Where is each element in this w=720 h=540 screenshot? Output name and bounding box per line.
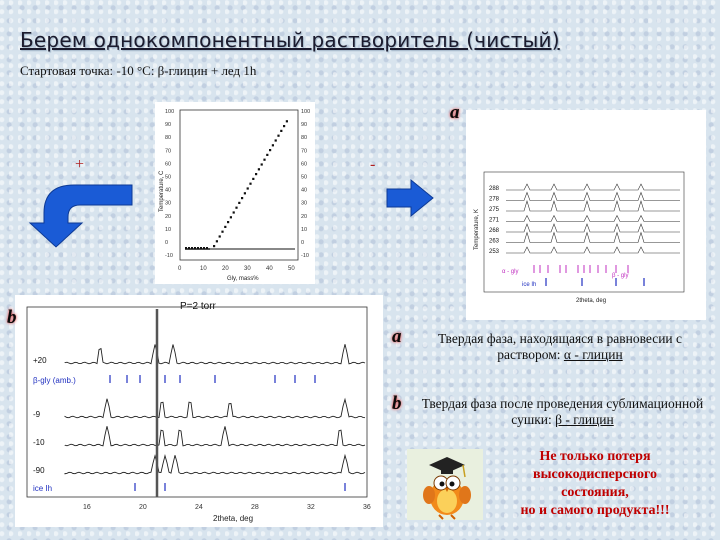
phase-point (241, 197, 243, 199)
phase-xlabel: Gly, mass% (227, 276, 259, 282)
phase-point (238, 202, 240, 204)
xrd-top-temp-label: 275 (489, 207, 500, 213)
xrd-bottom-pattern (65, 344, 365, 364)
phase-point (263, 159, 265, 161)
xrd-top-temp-label: 263 (489, 238, 500, 245)
phase-point (283, 125, 285, 127)
plus-sign: + (75, 156, 85, 173)
right-arrow-icon (385, 178, 435, 218)
phase-ytick-right: 60 (301, 161, 308, 168)
xrd-bottom-series-label: ice Ih (33, 484, 53, 493)
xrd-bottom-pattern (65, 426, 365, 446)
phase-point (235, 207, 237, 209)
phase-xtick: 40 (266, 266, 273, 272)
phase-ylabel: Temperature, C (159, 170, 165, 212)
phase-ytick-left: 80 (165, 135, 172, 142)
phase-ytick-right: 90 (301, 122, 308, 129)
phase-point (244, 192, 246, 194)
phase-ytick-left: 0 (165, 240, 169, 246)
desc-b (410, 396, 715, 428)
phase-ytick-left: -10 (165, 253, 173, 260)
xrd-top-pattern (506, 233, 680, 243)
xrd-top-temp-label: 278 (489, 196, 500, 203)
phase-point (247, 187, 249, 189)
xrd-bottom-series-label: β-gly (amb.) (33, 376, 76, 385)
xrd-top-chart (466, 110, 706, 320)
xrd-top-pattern (506, 216, 680, 222)
slide-subtitle: Стартовая точка: -10 °C: β-глицин + лед 1h (20, 63, 257, 78)
phase-point (252, 178, 254, 180)
label-a-desc: a (392, 326, 402, 347)
phase-ytick-left: 20 (165, 213, 172, 220)
xrd-bottom-pattern (65, 399, 365, 418)
phase-ytick-right: 50 (301, 174, 308, 181)
xrd-bottom-series-label: +20 (33, 356, 47, 365)
phase-diagram (155, 102, 315, 284)
phase-ytick-left: 90 (165, 122, 172, 129)
curved-arrow-icon (28, 183, 133, 248)
phase-point (280, 130, 282, 132)
xrd-bottom-series-label: -10 (33, 438, 45, 447)
xrd-top-temp-label: 268 (489, 228, 500, 234)
phase-point (233, 211, 235, 213)
phase-ytick-left: 10 (165, 226, 172, 233)
phase-point (224, 226, 226, 228)
xrd-top-pattern (506, 184, 680, 190)
desc-a-line1: Твердая фаза, находящаяся в равновесии с (437, 331, 683, 346)
xrd-bottom-chart (15, 295, 383, 527)
phase-point (213, 245, 215, 247)
phase-ytick-left: 70 (165, 148, 172, 155)
phase-point (261, 163, 263, 165)
phase-ytick-right: 30 (301, 200, 308, 207)
xrd-top-pattern (506, 224, 680, 232)
phase-point (249, 183, 251, 185)
phase-point (277, 135, 279, 137)
ice-label: ice Ih (522, 282, 537, 288)
xrd-bottom-panel (15, 295, 383, 527)
phase-xtick: 20 (222, 266, 229, 272)
phase-ytick-right: 0 (301, 240, 305, 246)
xrd-top-temp-label: 288 (489, 186, 500, 192)
phase-ytick-right: 20 (301, 213, 308, 220)
note-line3: состояния, (561, 485, 629, 500)
phase-ytick-right: 10 (301, 226, 308, 233)
phase-xtick: 30 (244, 266, 251, 272)
phase-ytick-right: 70 (301, 148, 308, 155)
phase-point (272, 144, 274, 146)
phase-point (275, 139, 277, 141)
note-line2: высокодисперсного (533, 467, 657, 482)
phase-xtick: 0 (178, 266, 182, 272)
phase-point (258, 168, 260, 170)
phase-point (227, 221, 229, 223)
note-line1: Не только потеря (539, 449, 651, 464)
phase-point (255, 173, 257, 175)
xrd-top-ylabel: Temperature, K (474, 208, 480, 250)
desc-b-prefix: сушки: (511, 412, 556, 427)
xrd-top-xlabel: 2theta, deg (576, 298, 607, 304)
alpha-gly-label: α - gly (502, 269, 519, 275)
xrd-bottom-pattern (65, 455, 365, 474)
xrd-bottom-xlabel: 2theta, deg (213, 514, 254, 523)
warning-note (495, 448, 695, 520)
xrd-top-pattern (506, 193, 680, 201)
slide-title: Берем однокомпонентный растворитель (чистый) (20, 28, 560, 52)
xrd-bottom-xtick: 32 (307, 504, 315, 511)
desc-b-line1: Твердая фаза после проведения сублимационной (421, 396, 704, 411)
xrd-top-pattern (506, 247, 680, 253)
xrd-top-pattern (506, 201, 680, 211)
beta-gly-label: β - gly (612, 273, 629, 279)
phase-ytick-left: 50 (165, 174, 172, 181)
xrd-bottom-xtick: 24 (195, 504, 203, 511)
xrd-bottom-xtick: 28 (251, 504, 259, 511)
phase-point (286, 120, 288, 122)
note-line4: но и самого продукта!!! (520, 503, 670, 518)
desc-a (420, 331, 700, 363)
phase-point (219, 235, 221, 237)
phase-xtick: 50 (288, 266, 295, 272)
phase-ytick-left: 100 (165, 109, 175, 115)
phase-ytick-left: 30 (165, 200, 172, 207)
xrd-top-temp-label: 271 (489, 217, 500, 224)
phase-xtick: 10 (200, 266, 207, 272)
phase-point (230, 216, 232, 218)
phase-diagram-panel (155, 102, 315, 284)
xrd-bottom-series-label: -9 (33, 410, 41, 419)
phase-ytick-right: 100 (301, 109, 311, 115)
phase-ytick-right: -10 (301, 253, 309, 260)
xrd-bottom-xtick: 20 (139, 504, 147, 511)
phase-point (266, 154, 268, 156)
desc-b-link[interactable]: β - глицин (555, 412, 614, 427)
xrd-bottom-series-label: -90 (33, 466, 45, 475)
phase-ytick-right: 40 (301, 187, 308, 194)
xrd-bottom-title: P=2 torr (180, 301, 216, 312)
label-b-desc: b (392, 393, 402, 414)
xrd-bottom-xtick: 36 (363, 504, 371, 511)
phase-ytick-left: 60 (165, 161, 172, 168)
label-a-top: a (450, 102, 460, 123)
desc-a-link[interactable]: α - глицин (563, 347, 623, 362)
xrd-bottom-xtick: 16 (83, 504, 91, 511)
phase-point (221, 231, 223, 233)
owl-professor-icon (405, 447, 485, 522)
phase-ytick-right: 80 (301, 135, 308, 142)
xrd-top-temp-label: 253 (489, 249, 500, 255)
phase-point (269, 149, 271, 151)
label-b-panel: b (7, 307, 17, 328)
phase-point (216, 240, 218, 242)
phase-ytick-left: 40 (165, 187, 172, 194)
minus-sign: - (370, 156, 376, 173)
desc-a-prefix: раствором: (497, 347, 564, 362)
xrd-top-panel (466, 110, 706, 320)
